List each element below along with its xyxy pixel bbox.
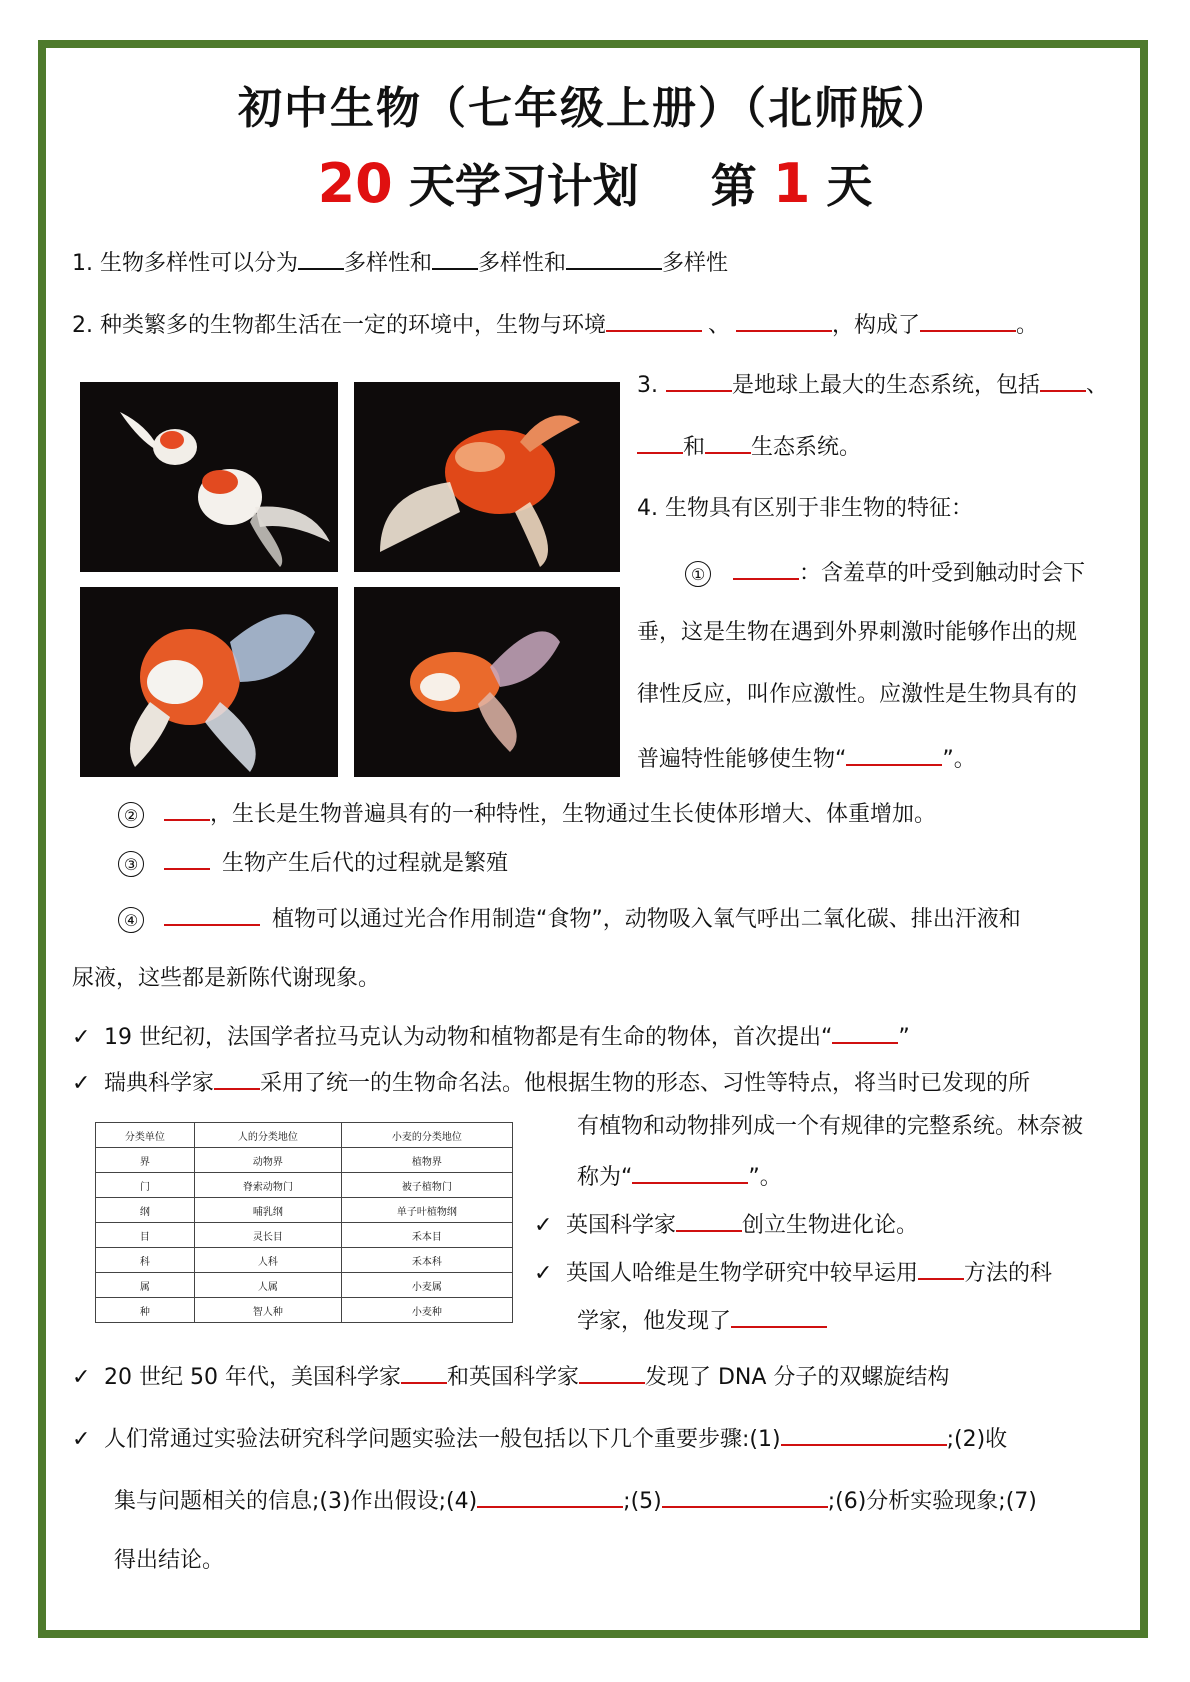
check-item-2-cont: 有植物和动物排列成一个有规律的完整系统。林奈被: [577, 1114, 1084, 1139]
question-4-item-3: ③ 生物产生后代的过程就是繁殖: [118, 846, 508, 879]
blank[interactable]: [666, 368, 732, 392]
blank[interactable]: [736, 308, 832, 332]
classification-table: 分类单位 人的分类地位 小麦的分类地位 界 动物界 植物界 门 脊索动物门 被子植物门 纲 哺乳纲 单子叶植物纲 目 灵长目 禾本目 科 人科 禾本科 属 人属 小麦属 种 智人种 小麦种: [95, 1122, 513, 1323]
page-border: [38, 40, 1148, 1638]
question-4-item-4-cont: 尿液，这些都是新陈代谢现象。: [72, 966, 381, 991]
check-item-2-end: 称为“ ”。: [577, 1160, 782, 1193]
blank[interactable]: [920, 308, 1016, 332]
blank[interactable]: [1040, 368, 1086, 392]
check-item-6-cont: 集与问题相关的信息;(3)作出假设;(4) ;(5) ;(6)分析实验现象;(7): [114, 1484, 1037, 1517]
blank[interactable]: [781, 1422, 947, 1446]
blank[interactable]: [477, 1484, 623, 1508]
blank[interactable]: [566, 246, 662, 270]
check-item-4: ✓ 英国人哈维是生物学研究中较早运用 方法的科: [534, 1256, 1052, 1289]
blank[interactable]: [164, 797, 210, 821]
plan-days: 20: [317, 152, 393, 215]
blank[interactable]: [832, 1020, 898, 1044]
check-item-5: ✓ 20 世纪 50 年代，美国科学家 和英国科学家 发现了 DNA 分子的双螺旋结构: [72, 1360, 949, 1393]
question-4-intro: 4. 生物具有区别于非生物的特征：: [637, 496, 973, 521]
blank[interactable]: [733, 556, 799, 580]
question-3-cont: 和 生态系统。: [637, 430, 861, 463]
blank[interactable]: [632, 1160, 748, 1184]
blank[interactable]: [579, 1360, 645, 1384]
blank[interactable]: [298, 246, 344, 270]
check-item-1: ✓ 19 世纪初，法国学者拉马克认为动物和植物都是有生命的物体，首次提出“ ”: [72, 1020, 910, 1053]
blank[interactable]: [662, 1484, 828, 1508]
page-subtitle: 20 天学习计划 第 1 天: [317, 152, 873, 215]
question-1: 1. 生物多样性可以分为 多样性和 多样性和 多样性: [72, 246, 728, 279]
blank[interactable]: [164, 846, 210, 870]
blank[interactable]: [705, 430, 751, 454]
check-icon: ✓: [72, 1365, 91, 1390]
blank[interactable]: [637, 430, 683, 454]
question-4-item-2: ② ，生长是生物普遍具有的一种特性，生物通过生长使体形增大、体重增加。: [118, 797, 936, 830]
check-icon: ✓: [72, 1071, 91, 1096]
blank[interactable]: [606, 308, 702, 332]
page-title: 初中生物（七年级上册）（北师版）: [238, 83, 952, 134]
check-icon: ✓: [534, 1261, 553, 1286]
blank[interactable]: [676, 1208, 742, 1232]
check-item-4-cont: 学家，他发现了: [577, 1304, 827, 1337]
blank[interactable]: [731, 1304, 827, 1328]
check-icon: ✓: [534, 1213, 553, 1238]
check-item-6-end: 得出结论。: [114, 1548, 225, 1573]
question-2: 2. 种类繁多的生物都生活在一定的环境中，生物与环境 、 ，构成了 。: [72, 308, 1038, 341]
check-icon: ✓: [72, 1025, 91, 1050]
blank[interactable]: [432, 246, 478, 270]
check-item-3: ✓ 英国科学家 创立生物进化论。: [534, 1208, 918, 1241]
goldfish-photo-collage: [80, 382, 620, 777]
day-number: 1: [772, 152, 811, 215]
blank[interactable]: [846, 742, 942, 766]
check-item-6: ✓ 人们常通过实验法研究科学问题实验法一般包括以下几个重要步骤:(1) ;(2)收: [72, 1422, 1007, 1455]
blank[interactable]: [214, 1066, 260, 1090]
question-4-item-1: ① ：含羞草的叶受到触动时会下: [685, 556, 1085, 589]
check-item-2: ✓ 瑞典科学家 采用了统一的生物命名法。他根据生物的形态、习性等特点，将当时已发现的所: [72, 1066, 1030, 1099]
question-4-item-1-text: 律性反应，叫作应激性。应激性是生物具有的: [637, 682, 1078, 707]
blank[interactable]: [401, 1360, 447, 1384]
check-icon: ✓: [72, 1427, 91, 1452]
goldfish-image: [80, 382, 620, 777]
blank[interactable]: [918, 1256, 964, 1280]
blank[interactable]: [164, 902, 260, 926]
question-3: 3. 是地球上最大的生态系统，包括 、: [637, 368, 1108, 401]
question-4-item-1-text: 垂，这是生物在遇到外界刺激时能够作出的规: [637, 620, 1078, 645]
question-4-item-4: ④ 植物可以通过光合作用制造“食物”，动物吸入氧气呼出二氧化碳、排出汗液和: [118, 902, 1021, 935]
question-4-item-1-end: 普遍特性能够使生物“ ”。: [637, 742, 976, 775]
